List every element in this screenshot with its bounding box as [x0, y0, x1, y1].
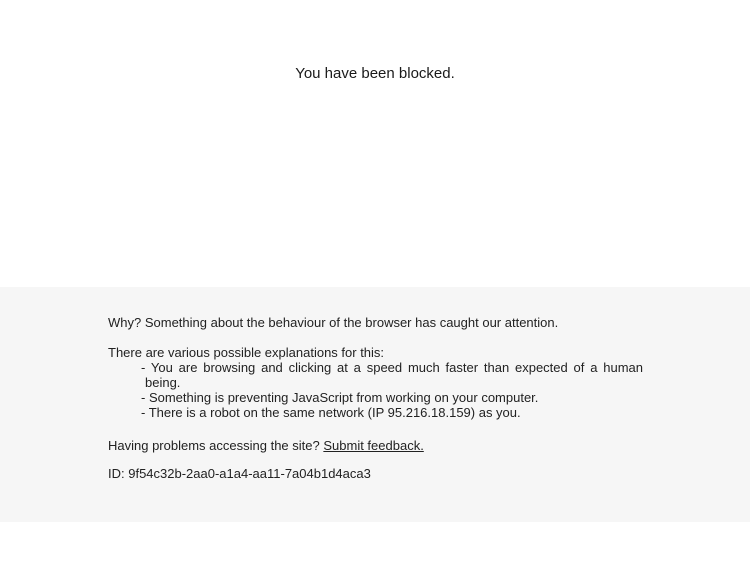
explanations-intro: There are various possible explanations for this:: [108, 345, 385, 360]
reasons-list: [141, 360, 643, 420]
help-line: [108, 438, 424, 453]
submit-feedback-link[interactable]: Submit feedback.: [323, 438, 424, 453]
reason-item: - You are browsing and clicking at a speed much faster than expected of a human being.: [141, 360, 643, 390]
reason-item: - There is a robot on the same network (IP 95.216.18.159) as you.: [141, 405, 521, 420]
request-id: ID: 9f54c32b-2aa0-a1a4-aa11-7a04b1d4aca3: [108, 466, 371, 481]
why-text: Why? Something about the behaviour of the browser has caught our attention.: [108, 315, 559, 330]
page-title: You have been blocked.: [295, 65, 455, 82]
info-panel: [0, 287, 750, 522]
reason-item: - Something is preventing JavaScript from working on your computer.: [141, 390, 539, 405]
help-text: Having problems accessing the site?: [108, 438, 320, 453]
